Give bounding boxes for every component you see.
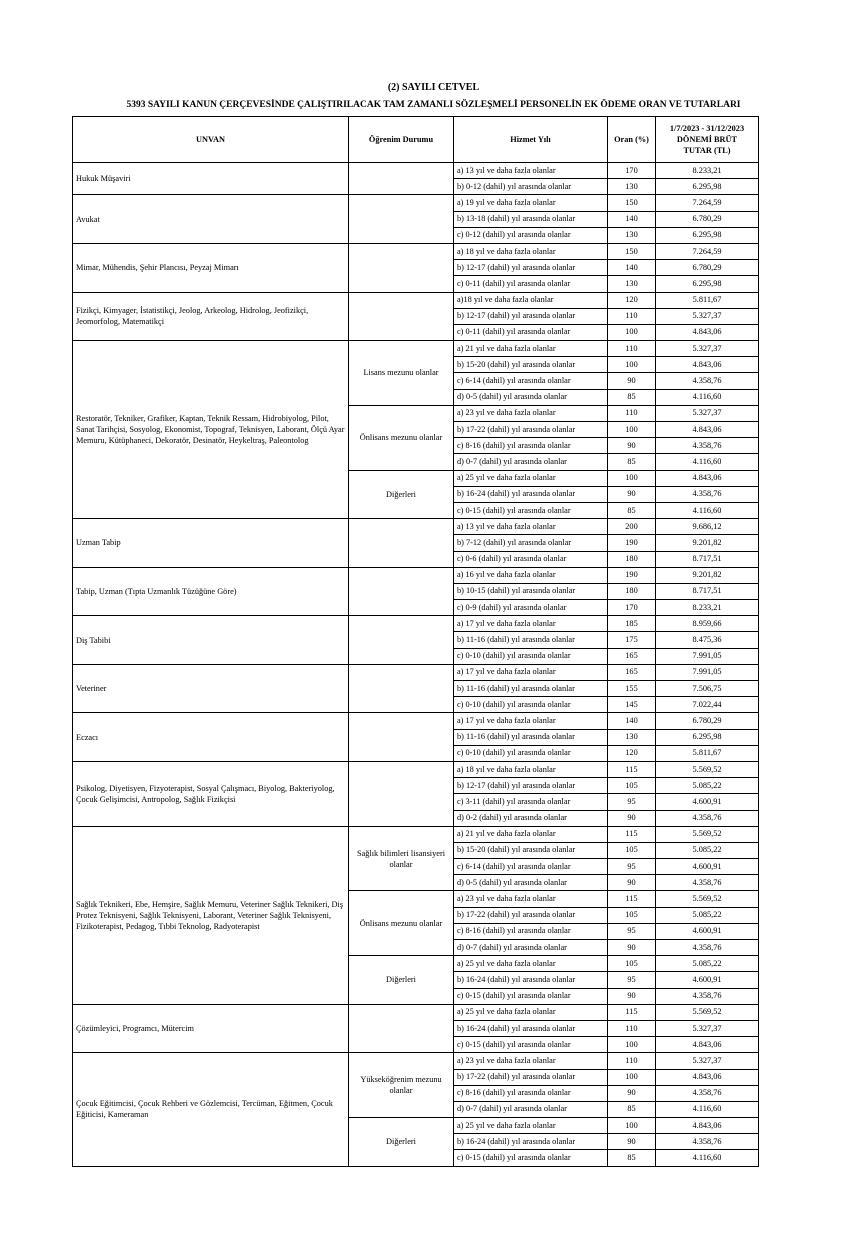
hizmet-cell: d) 0-7 (dahil) yıl arasında olanlar bbox=[454, 454, 608, 470]
unvan-cell: Fizikçi, Kimyager, İstatistikçi, Jeolog, Arkeolog, Hidrolog, Jeofizikçi, Jeomorfolog, Matematikçi bbox=[73, 292, 349, 341]
oran-cell: 90 bbox=[608, 486, 656, 502]
oran-cell: 190 bbox=[608, 535, 656, 551]
ogrenim-cell bbox=[349, 761, 454, 826]
hizmet-cell: c) 3-11 (dahil) yıl arasında olanlar bbox=[454, 794, 608, 810]
tutar-cell: 5.811,67 bbox=[656, 292, 759, 308]
table-row bbox=[73, 761, 759, 777]
unvan-cell: Hukuk Müşaviri bbox=[73, 163, 349, 195]
ogrenim-cell: Yükseköğrenim mezunu olanlar bbox=[349, 1053, 454, 1118]
hizmet-cell: b) 17-22 (dahil) yıl arasında olanlar bbox=[454, 1069, 608, 1085]
tutar-cell: 5.569,52 bbox=[656, 1004, 759, 1020]
table-body bbox=[73, 163, 759, 1167]
table-row bbox=[73, 243, 759, 259]
oran-cell: 100 bbox=[608, 1037, 656, 1053]
hizmet-cell: b) 12-17 (dahil) yıl arasında olanlar bbox=[454, 260, 608, 276]
tutar-cell: 4.843,06 bbox=[656, 324, 759, 340]
unvan-cell: Eczacı bbox=[73, 713, 349, 762]
tutar-cell: 5.327,37 bbox=[656, 405, 759, 421]
oran-cell: 115 bbox=[608, 891, 656, 907]
oran-cell: 115 bbox=[608, 826, 656, 842]
tutar-cell: 4.600,91 bbox=[656, 794, 759, 810]
oran-cell: 100 bbox=[608, 324, 656, 340]
hizmet-cell: b) 16-24 (dahil) yıl arasında olanlar bbox=[454, 486, 608, 502]
tutar-cell: 6.295,98 bbox=[656, 729, 759, 745]
hizmet-cell: a) 23 yıl ve daha fazla olanlar bbox=[454, 405, 608, 421]
oran-cell: 90 bbox=[608, 875, 656, 891]
unvan-cell: Tabip, Uzman (Tıpta Uzmanlık Tüzüğüne Göre) bbox=[73, 567, 349, 616]
tutar-cell: 7.991,05 bbox=[656, 648, 759, 664]
oran-cell: 110 bbox=[608, 1053, 656, 1069]
oran-cell: 90 bbox=[608, 988, 656, 1004]
hizmet-cell: b) 12-17 (dahil) yıl arasında olanlar bbox=[454, 778, 608, 794]
ogrenim-cell bbox=[349, 243, 454, 292]
oran-cell: 115 bbox=[608, 1004, 656, 1020]
header-hizmet: Hizmet Yılı bbox=[454, 117, 608, 163]
tutar-cell: 7.022,44 bbox=[656, 697, 759, 713]
unvan-cell: Uzman Tabip bbox=[73, 519, 349, 568]
table-row bbox=[73, 567, 759, 583]
header-tutar-period: 1/7/2023 - 31/12/2023 bbox=[669, 124, 745, 133]
hizmet-cell: a) 23 yıl ve daha fazla olanlar bbox=[454, 1053, 608, 1069]
table-row bbox=[73, 292, 759, 308]
oran-cell: 100 bbox=[608, 1118, 656, 1134]
hizmet-cell: b) 11-16 (dahil) yıl arasında olanlar bbox=[454, 632, 608, 648]
tutar-cell: 4.843,06 bbox=[656, 422, 759, 438]
hizmet-cell: b) 12-17 (dahil) yıl arasında olanlar bbox=[454, 308, 608, 324]
tutar-cell: 6.295,98 bbox=[656, 276, 759, 292]
oran-cell: 140 bbox=[608, 260, 656, 276]
hizmet-cell: a) 23 yıl ve daha fazla olanlar bbox=[454, 891, 608, 907]
hizmet-cell: a)18 yıl ve daha fazla olanlar bbox=[454, 292, 608, 308]
oran-cell: 90 bbox=[608, 1085, 656, 1101]
ogrenim-cell: Önlisans mezunu olanlar bbox=[349, 891, 454, 956]
tutar-cell: 4.116,60 bbox=[656, 454, 759, 470]
table-row bbox=[73, 713, 759, 729]
hizmet-cell: c) 8-16 (dahil) yıl arasında olanlar bbox=[454, 923, 608, 939]
tutar-cell: 4.358,76 bbox=[656, 810, 759, 826]
table-header bbox=[73, 117, 759, 163]
oran-cell: 175 bbox=[608, 632, 656, 648]
table-row bbox=[73, 1004, 759, 1020]
tutar-cell: 4.843,06 bbox=[656, 1118, 759, 1134]
tutar-cell: 4.358,76 bbox=[656, 875, 759, 891]
hizmet-cell: b) 15-20 (dahil) yıl arasında olanlar bbox=[454, 842, 608, 858]
oran-cell: 120 bbox=[608, 745, 656, 761]
tutar-cell: 5.085,22 bbox=[656, 956, 759, 972]
ogrenim-cell bbox=[349, 195, 454, 244]
tutar-cell: 7.991,05 bbox=[656, 664, 759, 680]
table-row bbox=[73, 664, 759, 680]
unvan-cell: Restoratör, Tekniker, Grafiker, Kaptan, Teknik Ressam, Hidrobiyolog, Pilot, Sanat Tarihçisi, Sosyolog, Ekonomist, Topograf, Teknisyen, Laborant, Ölçü Ayar Memuru, Kütüphaneci, Dekoratör, Desinatör, Heykeltraş, Paleontolog bbox=[73, 341, 349, 519]
hizmet-cell: a) 18 yıl ve daha fazla olanlar bbox=[454, 761, 608, 777]
hizmet-cell: c) 8-16 (dahil) yıl arasında olanlar bbox=[454, 1085, 608, 1101]
oran-cell: 100 bbox=[608, 1069, 656, 1085]
oran-cell: 90 bbox=[608, 438, 656, 454]
hizmet-cell: b) 16-24 (dahil) yıl arasında olanlar bbox=[454, 1020, 608, 1036]
ogrenim-cell: Diğerleri bbox=[349, 956, 454, 1005]
table-row bbox=[73, 163, 759, 179]
oran-cell: 130 bbox=[608, 227, 656, 243]
hizmet-cell: b) 17-22 (dahil) yıl arasında olanlar bbox=[454, 422, 608, 438]
hizmet-cell: a) 16 yıl ve daha fazla olanlar bbox=[454, 567, 608, 583]
oran-cell: 150 bbox=[608, 243, 656, 259]
unvan-cell: Diş Tabibi bbox=[73, 616, 349, 665]
oran-cell: 200 bbox=[608, 519, 656, 535]
tutar-cell: 5.569,52 bbox=[656, 826, 759, 842]
hizmet-cell: a) 13 yıl ve daha fazla olanlar bbox=[454, 519, 608, 535]
hizmet-cell: c) 0-11 (dahil) yıl arasında olanlar bbox=[454, 324, 608, 340]
tutar-cell: 7.264,59 bbox=[656, 195, 759, 211]
tutar-cell: 5.811,67 bbox=[656, 745, 759, 761]
tutar-cell: 4.600,91 bbox=[656, 923, 759, 939]
hizmet-cell: b) 7-12 (dahil) yıl arasında olanlar bbox=[454, 535, 608, 551]
tutar-cell: 4.600,91 bbox=[656, 859, 759, 875]
hizmet-cell: c) 0-15 (dahil) yıl arasında olanlar bbox=[454, 1037, 608, 1053]
ogrenim-cell bbox=[349, 1004, 454, 1053]
oran-cell: 100 bbox=[608, 422, 656, 438]
oran-cell: 95 bbox=[608, 859, 656, 875]
tutar-cell: 4.358,76 bbox=[656, 1085, 759, 1101]
unvan-cell: Çocuk Eğitimcisi, Çocuk Rehberi ve Gözlemcisi, Tercüman, Eğitmen, Çocuk Eğiticisi, Kameraman bbox=[73, 1053, 349, 1166]
document-subtitle: 5393 SAYILI KANUN ÇERÇEVESİNDE ÇALIŞTIRILACAK TAM ZAMANLI SÖZLEŞMELİ PERSONELİN EK ÖDEME ORAN VE TUTARLARI bbox=[126, 100, 741, 110]
hizmet-cell: c) 0-15 (dahil) yıl arasında olanlar bbox=[454, 502, 608, 518]
hizmet-cell: c) 6-14 (dahil) yıl arasında olanlar bbox=[454, 373, 608, 389]
hizmet-cell: c) 8-16 (dahil) yıl arasında olanlar bbox=[454, 438, 608, 454]
header-unvan: UNVAN bbox=[73, 117, 349, 163]
tutar-cell: 6.780,29 bbox=[656, 713, 759, 729]
document-title: (2) SAYILI CETVEL bbox=[387, 82, 480, 93]
tutar-cell: 4.358,76 bbox=[656, 486, 759, 502]
ogrenim-cell bbox=[349, 664, 454, 713]
oran-cell: 85 bbox=[608, 502, 656, 518]
oran-cell: 140 bbox=[608, 211, 656, 227]
oran-cell: 130 bbox=[608, 729, 656, 745]
tutar-cell: 4.116,60 bbox=[656, 389, 759, 405]
oran-cell: 95 bbox=[608, 794, 656, 810]
table-row bbox=[73, 195, 759, 211]
oran-cell: 100 bbox=[608, 470, 656, 486]
hizmet-cell: a) 17 yıl ve daha fazla olanlar bbox=[454, 616, 608, 632]
hizmet-cell: c) 0-10 (dahil) yıl arasında olanlar bbox=[454, 745, 608, 761]
tutar-cell: 8.233,21 bbox=[656, 163, 759, 179]
ogrenim-cell bbox=[349, 163, 454, 195]
oran-cell: 130 bbox=[608, 179, 656, 195]
hizmet-cell: a) 17 yıl ve daha fazla olanlar bbox=[454, 713, 608, 729]
tutar-cell: 5.085,22 bbox=[656, 778, 759, 794]
oran-cell: 95 bbox=[608, 972, 656, 988]
tutar-cell: 5.327,37 bbox=[656, 1020, 759, 1036]
hizmet-cell: c) 0-15 (dahil) yıl arasında olanlar bbox=[454, 988, 608, 1004]
ogrenim-cell: Diğerleri bbox=[349, 470, 454, 519]
hizmet-cell: a) 25 yıl ve daha fazla olanlar bbox=[454, 1004, 608, 1020]
ogrenim-cell bbox=[349, 567, 454, 616]
oran-cell: 130 bbox=[608, 276, 656, 292]
table-row bbox=[73, 1053, 759, 1069]
tutar-cell: 8.233,21 bbox=[656, 600, 759, 616]
oran-cell: 85 bbox=[608, 1101, 656, 1117]
hizmet-cell: d) 0-7 (dahil) yıl arasında olanlar bbox=[454, 940, 608, 956]
hizmet-cell: b) 17-22 (dahil) yıl arasında olanlar bbox=[454, 907, 608, 923]
hizmet-cell: a) 17 yıl ve daha fazla olanlar bbox=[454, 664, 608, 680]
hizmet-cell: b) 15-20 (dahil) yıl arasında olanlar bbox=[454, 357, 608, 373]
ogrenim-cell: Diğerleri bbox=[349, 1118, 454, 1167]
oran-cell: 165 bbox=[608, 648, 656, 664]
header-ogrenim: Öğrenim Durumu bbox=[349, 117, 454, 163]
tutar-cell: 5.569,52 bbox=[656, 891, 759, 907]
oran-cell: 105 bbox=[608, 907, 656, 923]
hizmet-cell: c) 0-15 (dahil) yıl arasında olanlar bbox=[454, 1150, 608, 1166]
hizmet-cell: a) 25 yıl ve daha fazla olanlar bbox=[454, 470, 608, 486]
hizmet-cell: a) 21 yıl ve daha fazla olanlar bbox=[454, 826, 608, 842]
header-tutar-unit: TUTAR (TL) bbox=[683, 146, 731, 155]
tutar-cell: 4.116,60 bbox=[656, 1150, 759, 1166]
oran-cell: 120 bbox=[608, 292, 656, 308]
ogrenim-cell bbox=[349, 713, 454, 762]
tutar-cell: 4.358,76 bbox=[656, 988, 759, 1004]
oran-cell: 145 bbox=[608, 697, 656, 713]
hizmet-cell: d) 0-5 (dahil) yıl arasında olanlar bbox=[454, 875, 608, 891]
header-tutar-label: DÖNEMİ BRÜT bbox=[676, 135, 738, 144]
unvan-cell: Avukat bbox=[73, 195, 349, 244]
oran-cell: 105 bbox=[608, 842, 656, 858]
tutar-cell: 4.843,06 bbox=[656, 357, 759, 373]
unvan-cell: Mimar, Mühendis, Şehir Plancısı, Peyzaj Mimarı bbox=[73, 243, 349, 292]
oran-cell: 85 bbox=[608, 389, 656, 405]
ogrenim-cell bbox=[349, 616, 454, 665]
hizmet-cell: a) 21 yıl ve daha fazla olanlar bbox=[454, 341, 608, 357]
hizmet-cell: c) 0-10 (dahil) yıl arasında olanlar bbox=[454, 648, 608, 664]
tutar-cell: 4.843,06 bbox=[656, 1069, 759, 1085]
oran-cell: 110 bbox=[608, 341, 656, 357]
unvan-cell: Sağlık Teknikeri, Ebe, Hemşire, Sağlık Memuru, Veteriner Sağlık Teknikeri, Diş Protez Teknisyeni, Sağlık Teknisyeni, Laborant, Veteriner Sağlık Teknisyeni, Fizikoterapist, Pedagog, Tıbbi Teknolog, Radyoterapist bbox=[73, 826, 349, 1004]
tutar-cell: 4.116,60 bbox=[656, 502, 759, 518]
oran-cell: 155 bbox=[608, 681, 656, 697]
unvan-cell: Psikolog, Diyetisyen, Fizyoterapist, Sosyal Çalışmacı, Biyolog, Bakteriyolog, Çocuk Gelişimcisi, Antropolog, Sağlık Fizikçisi bbox=[73, 761, 349, 826]
oran-cell: 190 bbox=[608, 567, 656, 583]
hizmet-cell: c) 0-9 (dahil) yıl arasında olanlar bbox=[454, 600, 608, 616]
oran-cell: 105 bbox=[608, 778, 656, 794]
hizmet-cell: d) 0-7 (dahil) yıl arasında olanlar bbox=[454, 1101, 608, 1117]
tutar-cell: 6.780,29 bbox=[656, 260, 759, 276]
tutar-cell: 4.358,76 bbox=[656, 373, 759, 389]
hizmet-cell: a) 25 yıl ve daha fazla olanlar bbox=[454, 956, 608, 972]
oran-cell: 165 bbox=[608, 664, 656, 680]
header-oran: Oran (%) bbox=[608, 117, 656, 163]
table-row bbox=[73, 519, 759, 535]
tutar-cell: 6.780,29 bbox=[656, 211, 759, 227]
oran-cell: 115 bbox=[608, 761, 656, 777]
hizmet-cell: c) 0-12 (dahil) yıl arasında olanlar bbox=[454, 227, 608, 243]
tutar-cell: 5.569,52 bbox=[656, 761, 759, 777]
hizmet-cell: c) 0-11 (dahil) yıl arasında olanlar bbox=[454, 276, 608, 292]
tutar-cell: 8.717,51 bbox=[656, 583, 759, 599]
oran-cell: 85 bbox=[608, 1150, 656, 1166]
tutar-cell: 4.358,76 bbox=[656, 438, 759, 454]
ogrenim-cell: Lisans mezunu olanlar bbox=[349, 341, 454, 406]
oran-cell: 185 bbox=[608, 616, 656, 632]
table-row bbox=[73, 341, 759, 357]
tutar-cell: 4.600,91 bbox=[656, 972, 759, 988]
tutar-cell: 7.264,59 bbox=[656, 243, 759, 259]
oran-cell: 100 bbox=[608, 357, 656, 373]
hizmet-cell: b) 11-16 (dahil) yıl arasında olanlar bbox=[454, 681, 608, 697]
tutar-cell: 9.201,82 bbox=[656, 535, 759, 551]
hizmet-cell: d) 0-5 (dahil) yıl arasında olanlar bbox=[454, 389, 608, 405]
table-row bbox=[73, 826, 759, 842]
tutar-cell: 5.327,37 bbox=[656, 341, 759, 357]
hizmet-cell: c) 0-10 (dahil) yıl arasında olanlar bbox=[454, 697, 608, 713]
tutar-cell: 5.327,37 bbox=[656, 308, 759, 324]
hizmet-cell: a) 19 yıl ve daha fazla olanlar bbox=[454, 195, 608, 211]
tutar-cell: 7.506,75 bbox=[656, 681, 759, 697]
tutar-cell: 9.686,12 bbox=[656, 519, 759, 535]
hizmet-cell: d) 0-2 (dahil) yıl arasında olanlar bbox=[454, 810, 608, 826]
hizmet-cell: c) 0-6 (dahil) yıl arasında olanlar bbox=[454, 551, 608, 567]
tutar-cell: 6.295,98 bbox=[656, 227, 759, 243]
tutar-cell: 5.327,37 bbox=[656, 1053, 759, 1069]
hizmet-cell: a) 25 yıl ve daha fazla olanlar bbox=[454, 1118, 608, 1134]
oran-cell: 180 bbox=[608, 583, 656, 599]
tutar-cell: 6.295,98 bbox=[656, 179, 759, 195]
tutar-cell: 5.085,22 bbox=[656, 842, 759, 858]
unvan-cell: Veteriner bbox=[73, 664, 349, 713]
oran-cell: 170 bbox=[608, 163, 656, 179]
ogrenim-cell bbox=[349, 519, 454, 568]
oran-cell: 150 bbox=[608, 195, 656, 211]
oran-cell: 180 bbox=[608, 551, 656, 567]
hizmet-cell: b) 10-15 (dahil) yıl arasında olanlar bbox=[454, 583, 608, 599]
hizmet-cell: c) 6-14 (dahil) yıl arasında olanlar bbox=[454, 859, 608, 875]
tutar-cell: 4.358,76 bbox=[656, 1134, 759, 1150]
tutar-cell: 8.717,51 bbox=[656, 551, 759, 567]
tutar-cell: 8.959,66 bbox=[656, 616, 759, 632]
tutar-cell: 5.085,22 bbox=[656, 907, 759, 923]
oran-cell: 90 bbox=[608, 1134, 656, 1150]
payment-table bbox=[72, 116, 759, 1167]
oran-cell: 105 bbox=[608, 956, 656, 972]
hizmet-cell: a) 13 yıl ve daha fazla olanlar bbox=[454, 163, 608, 179]
ogrenim-cell: Sağlık bilimleri lisansiyeri olanlar bbox=[349, 826, 454, 891]
table-row bbox=[73, 616, 759, 632]
tutar-cell: 4.116,60 bbox=[656, 1101, 759, 1117]
tutar-cell: 4.843,06 bbox=[656, 470, 759, 486]
hizmet-cell: b) 11-16 (dahil) yıl arasında olanlar bbox=[454, 729, 608, 745]
oran-cell: 110 bbox=[608, 1020, 656, 1036]
oran-cell: 110 bbox=[608, 308, 656, 324]
hizmet-cell: b) 13-18 (dahil) yıl arasında olanlar bbox=[454, 211, 608, 227]
oran-cell: 90 bbox=[608, 810, 656, 826]
tutar-cell: 9.201,82 bbox=[656, 567, 759, 583]
header-tutar bbox=[656, 117, 759, 163]
hizmet-cell: b) 16-24 (dahil) yıl arasında olanlar bbox=[454, 972, 608, 988]
tutar-cell: 4.358,76 bbox=[656, 940, 759, 956]
oran-cell: 110 bbox=[608, 405, 656, 421]
oran-cell: 170 bbox=[608, 600, 656, 616]
oran-cell: 85 bbox=[608, 454, 656, 470]
tutar-cell: 8.475,36 bbox=[656, 632, 759, 648]
oran-cell: 95 bbox=[608, 923, 656, 939]
tutar-cell: 4.843,06 bbox=[656, 1037, 759, 1053]
oran-cell: 90 bbox=[608, 940, 656, 956]
ogrenim-cell: Önlisans mezunu olanlar bbox=[349, 405, 454, 470]
unvan-cell: Çözümleyici, Programcı, Mütercim bbox=[73, 1004, 349, 1053]
ogrenim-cell bbox=[349, 292, 454, 341]
hizmet-cell: a) 18 yıl ve daha fazla olanlar bbox=[454, 243, 608, 259]
hizmet-cell: b) 16-24 (dahil) yıl arasında olanlar bbox=[454, 1134, 608, 1150]
oran-cell: 90 bbox=[608, 373, 656, 389]
oran-cell: 140 bbox=[608, 713, 656, 729]
hizmet-cell: b) 0-12 (dahil) yıl arasında olanlar bbox=[454, 179, 608, 195]
